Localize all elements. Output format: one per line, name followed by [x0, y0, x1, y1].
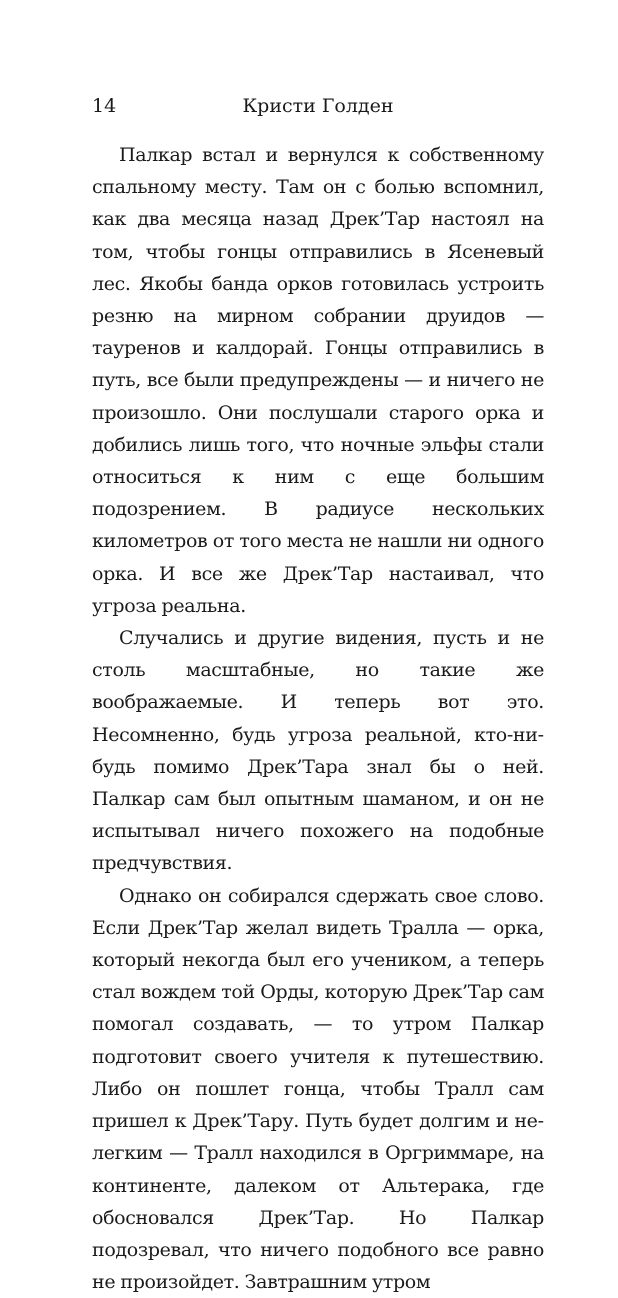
body-text [92, 139, 544, 1298]
page-number: 14 [92, 95, 117, 117]
paragraph-2: Случались и другие видения, пусть и не столь масштабные, но такие же воображаемые. И теперь вот это. Несомненно, будь угроза реальной, кто-нибудь помимо Дрек’Тара знал бы о ней. Палкар сам был опытным шаманом, и он не испытывал ничего похожего на подобные предчувствия. [92, 627, 544, 875]
paragraph-1: Палкар встал и вернулся к собственному спальному месту. Там он с болью вспомнил, как два месяца назад Дрек’Тар настоял на том, чтобы гонцы отправились в Ясеневый лес. Якобы банда орков готовилась устроить резню на мирном собрании друидов — тауренов и калдорай. Гонцы отправились в путь, все были предупреждены — и ничего не произошло. Они послушали старого орка и добились лишь того, что ночные эльфы стали относиться к ним с еще большим подозрением. В радиусе нескольких километров от того места не нашли ни одного орка. И все же Дрек’Тар настаивал, что угроза реальна. [92, 144, 544, 617]
running-header [92, 92, 544, 120]
paragraph-3: Однако он собирался сдержать свое слово. Если Дрек’Тар желал видеть Тралла — орка, который некогда был его учеником, а теперь стал вождем той Орды, которую Дрек’Тар сам помогал создавать, — то утром Палкар подготовит своего учителя к путешествию. Либо он пошлет гонца, чтобы Тралл сам пришел к Дрек’Тару. Путь будет долгим и нелегким — Тралл находился в Оргриммаре, на континенте, далеком от Альтерака, где обосновался Дрек’Тар. Но Палкар подозревал, что ничего подобного все равно не произойдет. Завтрашним утром [92, 884, 544, 1294]
running-title-author: Кристи Голден [242, 95, 394, 117]
